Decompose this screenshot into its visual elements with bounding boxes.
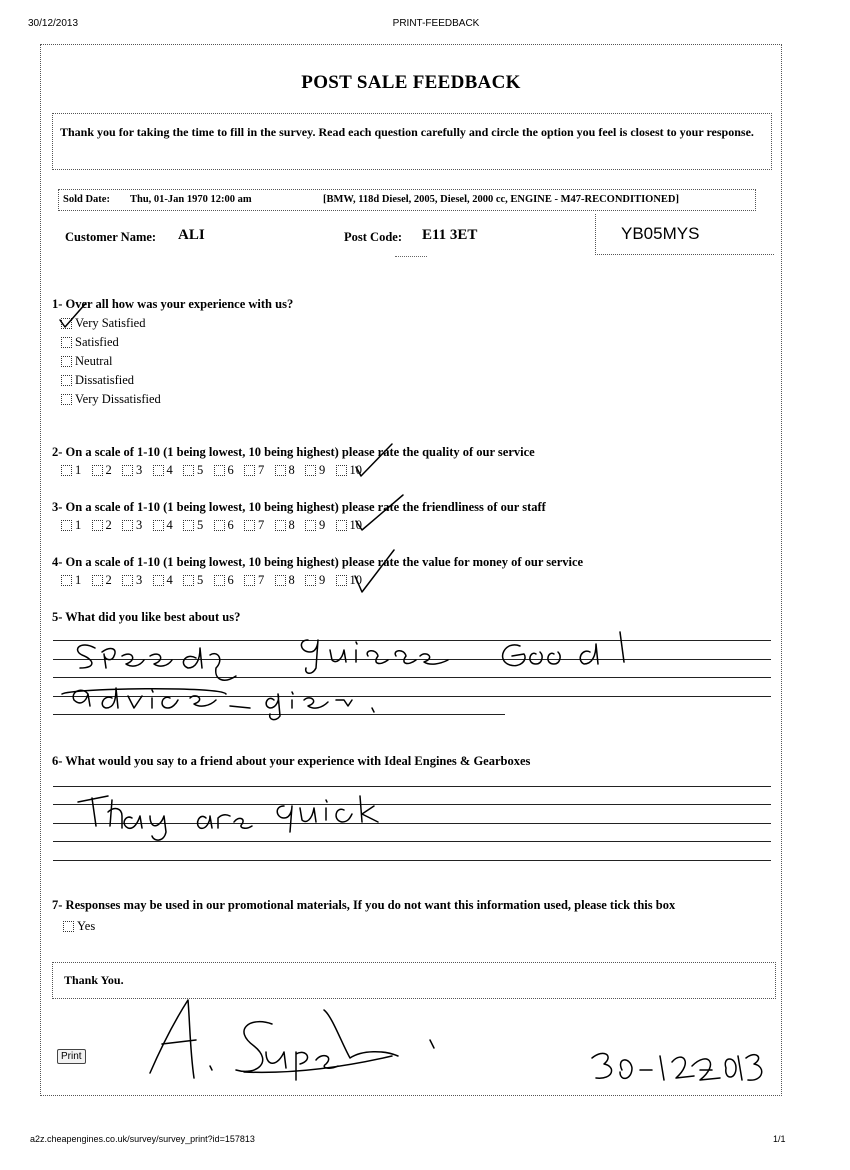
q3-option-2[interactable]: 2 [92,518,123,533]
q3-option-5[interactable]: 5 [183,518,214,533]
q7-option-yes[interactable]: Yes [63,917,95,936]
footer-url: a2z.cheapengines.co.uk/survey/survey_print?id=157813 [30,1134,255,1144]
q4-option-8[interactable]: 8 [275,573,306,588]
q4-option-6[interactable]: 6 [214,573,245,588]
footer-page: 1/1 [773,1134,786,1144]
intro-text: Thank you for taking the time to fill in the survey. Read each question carefully and circle the option you feel is closest to your response. [60,125,754,139]
q2-option-10[interactable]: 10 [336,463,367,478]
q2-option-5[interactable]: 5 [183,463,214,478]
q1-option-very-satisfied[interactable]: Very Satisfied [61,314,161,333]
thank-you-text: Thank You. [64,973,124,987]
registration-value: YB05MYS [621,224,700,243]
q1-tick-mark [60,303,86,327]
form-title: POST SALE FEEDBACK [301,72,521,93]
q2-option-7[interactable]: 7 [244,463,275,478]
q3-option-7[interactable]: 7 [244,518,275,533]
q2-option-9[interactable]: 9 [305,463,336,478]
q1-option-satisfied[interactable]: Satisfied [61,333,161,352]
q4-option-7[interactable]: 7 [244,573,275,588]
q4-question: 4- On a scale of 1-10 (1 being lowest, 10 being highest) please rate the value for money of our service [52,555,584,569]
q1-option-dissatisfied[interactable]: Dissatisfied [61,371,161,390]
q1-option-very-dissatisfied[interactable]: Very Dissatisfied [61,390,161,409]
q2-question: 2- On a scale of 1-10 (1 being lowest, 10 being highest) please rate the quality of our service [52,445,535,459]
customer-name-label: Customer Name: [65,230,157,244]
print-header-title: PRINT-FEEDBACK [392,18,480,29]
q4-option-9[interactable]: 9 [305,573,336,588]
print-button[interactable]: Print [57,1049,86,1064]
postcode-label: Post Code: [344,230,402,244]
q3-option-3[interactable]: 3 [122,518,153,533]
q4-option-2[interactable]: 2 [92,573,123,588]
q3-option-9[interactable]: 9 [305,518,336,533]
q3-tick-mark [356,495,403,530]
q3-option-10[interactable]: 10 [336,518,367,533]
q4-option-5[interactable]: 5 [183,573,214,588]
q3-question: 3- On a scale of 1-10 (1 being lowest, 10 being highest) please rate the friendliness of our staff [52,500,546,514]
q5-handwritten-answer [62,632,624,720]
q6-handwritten-answer [78,796,378,840]
q2-option-1[interactable]: 1 [61,463,92,478]
q2-tick-mark [356,444,392,476]
q4-option-4[interactable]: 4 [153,573,184,588]
q2-option-3[interactable]: 3 [122,463,153,478]
q3-option-4[interactable]: 4 [153,518,184,533]
q2-option-8[interactable]: 8 [275,463,306,478]
sold-date-label: Sold Date: [63,194,110,205]
customer-signature [150,1000,434,1080]
print-date: 30/12/2013 [28,18,79,29]
q4-tick-mark [355,550,394,592]
q4-option-10[interactable]: 10 [336,573,367,588]
q6-question: 6- What would you say to a friend about your experience with Ideal Engines & Gearboxes [52,754,531,768]
q2-option-4[interactable]: 4 [153,463,184,478]
postcode-value: E11 3ET [422,227,478,243]
q1-option-neutral[interactable]: Neutral [61,352,161,371]
q3-option-1[interactable]: 1 [61,518,92,533]
q2-option-6[interactable]: 6 [214,463,245,478]
q4-option-1[interactable]: 1 [61,573,92,588]
q4-option-3[interactable]: 3 [122,573,153,588]
q5-question: 5- What did you like best about us? [52,610,241,624]
handwritten-date [592,1053,762,1080]
customer-name-value: ALI [178,227,205,243]
q3-option-8[interactable]: 8 [275,518,306,533]
q3-option-6[interactable]: 6 [214,518,245,533]
sold-date-value: Thu, 01-Jan 1970 12:00 am [130,194,252,205]
vehicle-details: [BMW, 118d Diesel, 2005, Diesel, 2000 cc, ENGINE - M47-RECONDITIONED] [323,194,680,205]
q2-option-2[interactable]: 2 [92,463,123,478]
q1-question: 1- Over all how was your experience with us? [52,297,294,311]
q7-question: 7- Responses may be used in our promotional materials, If you do not want this information used, please tick this box [52,898,676,912]
